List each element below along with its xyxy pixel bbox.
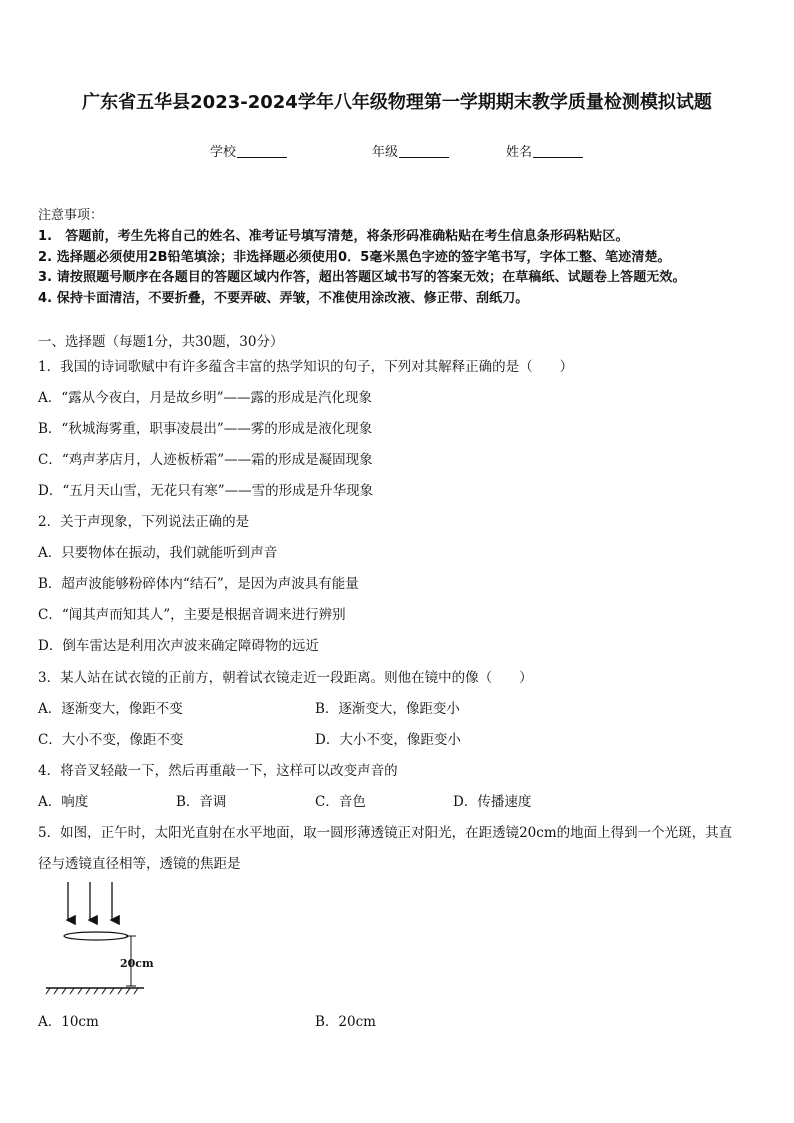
question-1-option-c: C．“鸡声茅店月，人迹板桥霜”——霜的形成是凝固现象 bbox=[38, 452, 373, 468]
question-3-stem: 3．某人站在试衣镜的正前方，朝着试衣镜走近一段距离。则他在镜中的像（ ） bbox=[38, 670, 533, 686]
page-title: 广东省五华县2023-2024学年八年级物理第一学期期末教学质量检测模拟试题 bbox=[82, 92, 712, 113]
section-heading: 一、选择题（每题1分，共30题，30分） bbox=[38, 334, 284, 350]
distance-label: 20cm bbox=[120, 957, 154, 970]
question-1-option-a: A．“露从今夜白，月是故乡明”——露的形成是汽化现象 bbox=[38, 390, 373, 406]
question-5-option-a: A．10cm bbox=[38, 1014, 99, 1030]
convex-lens bbox=[64, 932, 128, 940]
school-field bbox=[210, 141, 287, 160]
question-4-stem: 4．将音叉轻敲一下，然后再重敲一下，这样可以改变声音的 bbox=[38, 763, 398, 779]
grade-field bbox=[372, 141, 449, 160]
question-1-stem: 1．我国的诗词歌赋中有许多蕴含丰富的热学知识的句子，下列对其解释正确的是（ ） bbox=[38, 359, 574, 375]
question-2-option-b: B．超声波能够粉碎体内“结石”，是因为声波具有能量 bbox=[38, 576, 359, 592]
note-item: 4. 保持卡面清洁，不要折叠，不要弄破、弄皱，不准使用涂改液、修正带、刮纸刀。 bbox=[38, 291, 529, 306]
name-blank bbox=[533, 145, 583, 158]
grade-blank bbox=[399, 145, 449, 158]
question-1-option-b: B．“秋城海雾重，职事凌晨出”——雾的形成是液化现象 bbox=[38, 421, 373, 437]
question-3-option-a: A．逐渐变大，像距不变 bbox=[38, 701, 183, 717]
grade-label: 年级 bbox=[372, 145, 399, 160]
question-5-stem-line-2: 径与透镜直径相等，透镜的焦距是 bbox=[38, 856, 241, 872]
note-item: 3. 请按照题号顺序在各题目的答题区域内作答，超出答题区域书写的答案无效；在草稿纸、试题卷上答题无效。 bbox=[38, 270, 686, 285]
notes-heading: 注意事项： bbox=[38, 208, 104, 223]
question-4-option-b: B．音调 bbox=[176, 794, 227, 810]
ground-hatching bbox=[46, 988, 138, 994]
question-4-option-d: D．传播速度 bbox=[453, 794, 532, 810]
question-1-option-d: D．“五月天山雪，无花只有寒”——雪的形成是升华现象 bbox=[38, 483, 374, 499]
question-4-option-a: A．响度 bbox=[38, 794, 89, 810]
name-field bbox=[506, 141, 583, 160]
question-2-stem: 2．关于声现象，下列说法正确的是 bbox=[38, 514, 250, 530]
question-3-option-b: B．逐渐变大，像距变小 bbox=[315, 701, 460, 717]
school-blank bbox=[237, 145, 287, 158]
question-4-option-c: C．音色 bbox=[315, 794, 366, 810]
school-label: 学校 bbox=[210, 145, 237, 160]
question-3-option-d: D．大小不变，像距变小 bbox=[315, 732, 461, 748]
note-item: 2. 选择题必须使用2B铅笔填涂；非选择题必须使用0．5毫米黑色字迹的签字笔书写，字体工整、笔迹清楚。 bbox=[38, 250, 671, 265]
question-5-stem-line-1: 5．如图，正午时，太阳光直射在水平地面，取一圆形薄透镜正对阳光，在距透镜20cm的地面上得到一个光斑，其直 bbox=[38, 825, 733, 841]
note-item: 1. 答题前，考生先将自己的姓名、准考证号填写清楚，将条形码准确粘贴在考生信息条形码粘贴区。 bbox=[38, 229, 629, 244]
question-2-option-a: A．只要物体在振动，我们就能听到声音 bbox=[38, 545, 278, 561]
question-3-option-c: C．大小不变，像距不变 bbox=[38, 732, 184, 748]
name-label: 姓名 bbox=[506, 145, 533, 160]
question-2-option-c: C．“闻其声而知其人”，主要是根据音调来进行辨别 bbox=[38, 607, 346, 623]
question-5-option-b: B．20cm bbox=[315, 1014, 376, 1030]
question-2-option-d: D．倒车雷达是利用次声波来确定障碍物的远近 bbox=[38, 638, 319, 654]
lens-figure bbox=[36, 878, 166, 998]
